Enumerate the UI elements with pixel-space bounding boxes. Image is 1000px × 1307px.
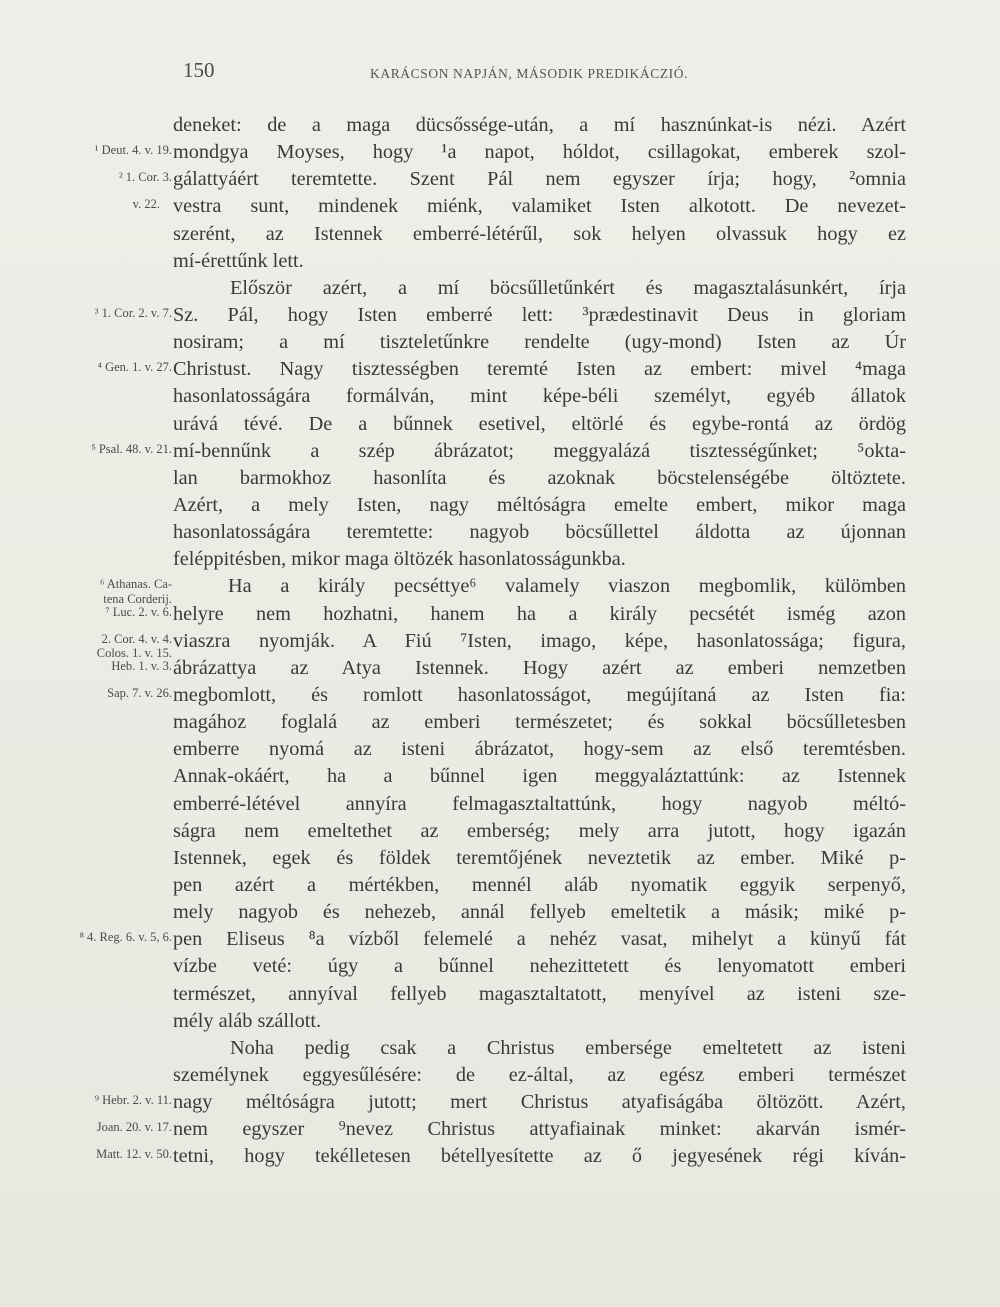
line-text: nagy méltóságra jutott; mert Christus atyafiságába öltözött. Azért, xyxy=(173,1091,906,1114)
text-line xyxy=(0,221,1000,248)
line-text: Christust. Nagy tisztességben teremté Isten az embert: mivel ⁴maga xyxy=(173,358,906,381)
text-line xyxy=(0,166,1000,193)
text-line xyxy=(0,302,1000,329)
text-line xyxy=(0,492,1000,519)
text-line xyxy=(0,1008,1000,1035)
margin-note: ⁶ Athanas. Ca- xyxy=(99,577,172,592)
text-line xyxy=(0,112,1000,139)
margin-note: Sap. 7. v. 26. xyxy=(107,685,172,700)
line-text: természet, annyíval fellyeb magasztaltatott, menyível az isteni sze- xyxy=(173,982,906,1005)
body-text xyxy=(0,112,1000,1170)
text-line xyxy=(0,645,1000,682)
text-line xyxy=(0,845,1000,872)
text-line xyxy=(0,1143,1000,1170)
line-text: emberre nyomá az isteni ábrázatot, hogy-sem az első teremtésben. xyxy=(173,738,906,761)
page-number: 150 xyxy=(183,58,215,82)
text-line xyxy=(0,1116,1000,1143)
line-text: nosiram; a mí tiszteletűnkre rendelte (ugy-mond) Isten az Úr xyxy=(173,331,906,354)
line-text: ságra nem emeltethet az emberség; mely arra jutott, hogy igazán xyxy=(173,819,906,842)
line-text: viaszra nyomják. A Fiú ⁷Isten, imago, képe, hasonlatossága; figura, xyxy=(173,629,906,652)
line-text: megbomlott, és romlott hasonlatosságot, megújítaná az Isten fia: xyxy=(173,683,906,706)
running-head: KARÁCSON NAPJÁN, MÁSODIK PREDIKÁCZIÓ. xyxy=(370,66,689,81)
line-text: tetni, hogy tekélletesen bétellyesítette az ő jegyesének régi kíván- xyxy=(173,1145,906,1168)
line-text: magához foglalá az emberi természetet; és sokkal böcsűlletesben xyxy=(173,711,906,734)
text-line xyxy=(0,248,1000,275)
line-text: Sz. Pál, hogy Isten emberré lett: ³prædestinavit Deus in gloriam xyxy=(173,303,906,326)
text-line xyxy=(0,1035,1000,1062)
text-line xyxy=(0,383,1000,410)
margin-note: ⁵ Psal. 48. v. 21. xyxy=(91,441,172,456)
text-line xyxy=(0,791,1000,818)
text-line xyxy=(0,139,1000,166)
text-line xyxy=(0,872,1000,899)
text-line xyxy=(0,953,1000,980)
line-text: mí-érettűnk lett. xyxy=(173,249,304,272)
margin-note: Joan. 20. v. 17. xyxy=(96,1120,172,1135)
text-line xyxy=(0,465,1000,492)
text-line xyxy=(0,763,1000,790)
text-line xyxy=(0,1062,1000,1089)
line-text: emberré-létével annyíra felmagasztaltattúnk, hogy nagyob méltó- xyxy=(173,792,906,815)
margin-note: ³ 1. Cor. 2. v. 7. xyxy=(94,305,172,320)
margin-note: ⁸ 4. Reg. 6. v. 5, 6. xyxy=(79,930,172,945)
line-text: vízbe veté: úgy a bűnnel nehezittetett és lenyomatott emberi xyxy=(173,955,906,978)
margin-note: v. 22. xyxy=(132,197,160,212)
line-text: Ha a király pecséttye⁶ valamely viaszon megbomlik, külömben xyxy=(228,575,906,598)
text-line xyxy=(0,438,1000,465)
text-line xyxy=(0,193,1000,220)
line-text: deneket: de a maga dücsőssége-után, a mí hasznúnkat-is nézi. Azért xyxy=(173,114,906,136)
line-text: nem egyszer ⁹nevez Christus attyafiainak minket: akarván ismér- xyxy=(173,1118,906,1141)
margin-note: 2. Cor. 4. v. 4. xyxy=(101,631,172,646)
text-line xyxy=(0,926,1000,953)
line-text: mí-bennűnk a szép ábrázatot; meggyalázá tisztességűnket; ⁵okta- xyxy=(173,439,906,462)
text-line xyxy=(0,818,1000,845)
line-text: Istennek, egek és földek teremtőjének neveztetik az ember. Miké p- xyxy=(173,846,906,869)
line-text: hasonlatosságára teremtette: nagyob böcsűllettel áldotta az újonnan xyxy=(173,521,906,544)
line-text: mondgya Moyses, hogy ¹a napot, hóldot, csillagokat, emberek szol- xyxy=(173,141,906,164)
line-text: pen azért a mértékben, mennél aláb nyomatik eggyik serpenyő, xyxy=(173,873,906,896)
line-text: mély aláb szállott. xyxy=(173,1009,322,1032)
text-line xyxy=(0,682,1000,709)
line-text: személynek eggyesűlésére: de ez-által, az egész emberi természet xyxy=(173,1063,906,1086)
line-text: feléppitésben, mikor maga öltözék hasonlatosságunkba. xyxy=(173,548,626,571)
text-line xyxy=(0,1089,1000,1116)
line-text: gálattyáért teremtette. Szent Pál nem egyszer írja; hogy, ²omnia xyxy=(173,168,906,191)
text-line xyxy=(0,591,1000,628)
line-text: Annak-okáért, ha a bűnnel igen meggyaláztattúnk: az Istennek xyxy=(173,765,906,788)
margin-note: ⁴ Gen. 1. v. 27. xyxy=(97,360,172,375)
margin-note: ² 1. Cor. 3. xyxy=(118,170,172,185)
margin-note: ⁹ Hebr. 2. v. 11. xyxy=(94,1093,172,1108)
text-line xyxy=(0,709,1000,736)
text-line xyxy=(0,519,1000,546)
line-text: vestra sunt, mindenek miénk, valamiket Isten alkotott. De nevezet- xyxy=(173,195,906,218)
text-line xyxy=(0,275,1000,302)
line-text: ábrázattya az Atya Istennek. Hogy azért az emberi nemzetben xyxy=(173,656,906,679)
line-text: mely nagyob és nehezeb, annál fellyeb emeltetik a másik; miké p- xyxy=(173,901,906,924)
line-text: Azért, a mely Isten, nagy méltóságra emelte embert, mikor maga xyxy=(173,493,906,516)
line-text: hasonlatosságára formálván, mint képe-béli személyt, egyéb állatok xyxy=(173,385,906,408)
line-text: helyre nem hozhatni, hanem ha a király pecsétét ismég azon xyxy=(173,602,906,625)
text-line xyxy=(0,411,1000,438)
text-line xyxy=(0,329,1000,356)
text-line xyxy=(0,981,1000,1008)
text-line xyxy=(0,356,1000,383)
line-text: pen Eliseus ⁸a vízből felemelé a nehéz vasat, mihelyt a künyű fát xyxy=(173,928,906,951)
text-line xyxy=(0,546,1000,573)
line-text: urává tévé. De a bűnnek esetivel, eltörlé és egybe-rontá az ördög xyxy=(173,412,906,435)
line-text: lan barmokhoz hasonlíta és azoknak böcstelenségébe öltöztete. xyxy=(173,466,906,489)
text-line xyxy=(0,899,1000,926)
margin-note: Colos. 1. v. 15. Heb. 1. v. 3. xyxy=(96,645,172,673)
line-text: Noha pedig csak a Christus embersége emeltetett az isteni xyxy=(230,1036,906,1059)
line-text: Először azért, a mí böcsűlletűnkért és magasztalásunkért, írja xyxy=(230,276,906,299)
margin-note: tena Corderij. ⁷ Luc. 2. v. 6. xyxy=(103,591,172,619)
margin-note: ¹ Deut. 4. v. 19. xyxy=(94,143,172,158)
text-line xyxy=(0,736,1000,763)
line-text: szerént, az Istennek emberré-létérűl, sok helyen olvassuk hogy ez xyxy=(173,222,906,245)
margin-note: Matt. 12. v. 50. xyxy=(96,1147,172,1162)
